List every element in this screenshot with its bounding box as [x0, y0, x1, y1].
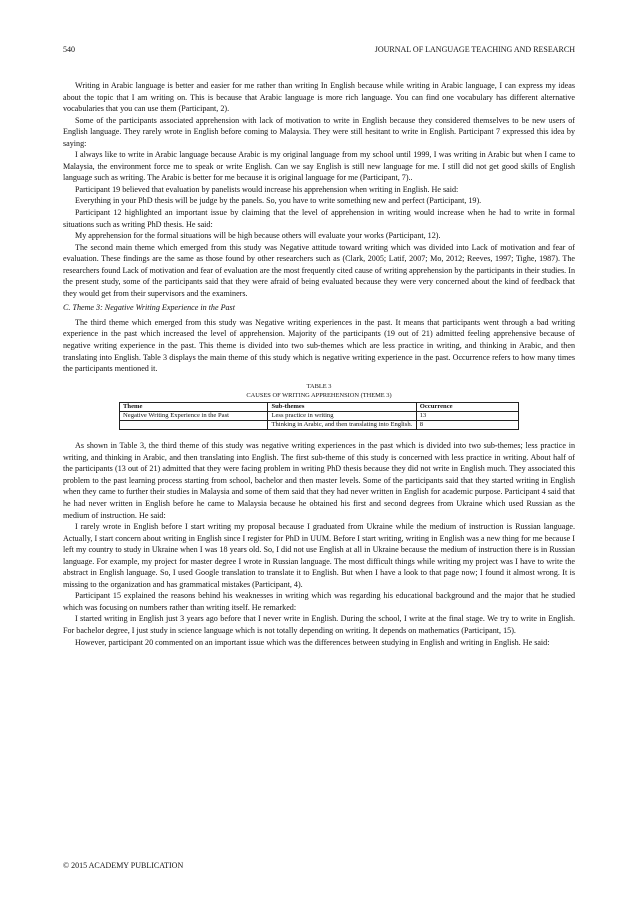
body-paragraph: However, participant 20 commented on an important issue which was the differences between studying in English and writing in English. He said: — [75, 637, 550, 647]
quote-paragraph: Writing in Arabic language is better and easier for me rather than writing In English because while writing in Arabic language, I can express my ideas about the topic that I am writing on. This is because that Arabic language is more rich language. You can find one vocabulary has different alternative vocabularies that you can use them (Participant, 2). — [63, 81, 575, 114]
table-cell: Negative Writing Experience in the Past — [120, 411, 268, 420]
body-paragraph: Participant 19 believed that evaluation by panelists would increase his apprehension when writing in English. He said: — [75, 184, 459, 194]
table-row — [120, 411, 519, 420]
page-header — [63, 44, 575, 56]
body-paragraph: Some of the participants associated apprehension with lack of motivation to write in English because they considered themselves to be new users of English language. They rarely wrote in English before coming to Malaysia. They were still hesitant to write in English. Participant 7 expressed this idea by saying: — [63, 115, 575, 148]
quote-paragraph: My apprehension for the formal situations will be high because others will evaluate your works (Participant, 12). — [75, 231, 441, 241]
body-paragraph: The third theme which emerged from this study was Negative writing experiences in the past. It means that participants went through a bad writing experience in the past which increased the level of apprehension. Majority of the participants (19 out of 21) admitted feeling apprehensive because of negative writing experience in the past. This theme is divided into two sub-themes which are less practice in writing, and thinking in Arabic, and then translating into English. Table 3 displays the main theme of this study which is negative writing experience in the past. Occurrence refers to how many times the participants mentioned it. — [63, 317, 575, 374]
table-header-cell: Sub-themes — [268, 402, 416, 411]
table-3 — [63, 382, 575, 431]
journal-title: JOURNAL OF LANGUAGE TEACHING AND RESEARCH — [374, 45, 575, 54]
table-row — [120, 421, 519, 430]
table-header-cell: Theme — [120, 402, 268, 411]
table-header-cell: Occurrence — [416, 402, 518, 411]
quote-paragraph: I rarely wrote in English before I start writing my proposal because I graduated from Ukraine while the medium of instruction is Russian language. Actually, I start concern about writing in English since I register for PhD in UUM. Before I start writing, writing in English was a new thing for me because I left my country to study in Ukraine when I was 18 years old. So, I did not use English at all in Ukraine because the medium of instruction there is in Russian language. For example, my project for master degree I wrote in Russian language. The most difficult things while writing my project was I have to write the abstract in English language. So, I used Google translation to translate it to English. But when I have a look to that page now; I found it almost wrong. It is missing to the organization and has grammatical mistakes (Participant, 4). — [63, 522, 575, 589]
quote-paragraph: I always like to write in Arabic language because Arabic is my original language from my school until 1999, I was writing in Arabic but when I came to Malaysia, the environment force me to speak or write English. Can we say English is still new language for me. I still did not get good skills of English language such as writing. The Arabic is better for me because it is original language for me (Participant, 7).. — [63, 150, 575, 183]
table-cell: Thinking in Arabic, and then translating into English. — [268, 421, 416, 430]
body-paragraph: The second main theme which emerged from this study was Negative attitude toward writing which was divided into Lack of motivation and fear of evaluation. These findings are the same as those found by other researchers such as (Clark, 2005; Latif, 2007; Mo, 2012; Reeves, 1997; Tighe, 1987). The researchers found Lack of motivation and fear of evaluation are the most frequently cited cause of writing apprehension by the participants in their studies. In the present study, some of the participants said that they were afraid of being evaluated because they were very concerned about the kind of feedback that they would get from their supervisors and the examiners. — [63, 242, 575, 298]
body-paragraph: As shown in Table 3, the third theme of this study was negative writing experiences in the past which is divided into two sub-themes; less practice in writing, and thinking in Arabic, and then translating into English. The first sub-theme of this study is concerned with less practice in writing. About half of the participants (13 out of 21) admitted that they were facing problem in writing PhD thesis because they did not write in English much. They associated this problem to the past learning process starting from school, bachelor and then master levels. Some of the participants said that they started writing in English when they came to further their studies in Malaysia and some of them said that they had never written in English for academic purpose. Participant 4 said that he had never written in English before he came to Malaysia because he obtained his first and second degrees from Ukraine which used Russian as the medium of instruction. He said: — [63, 441, 575, 520]
article-body — [63, 80, 575, 648]
body-paragraph: Participant 12 highlighted an important issue by claiming that the level of apprehension in writing would increase when he had to write in formal situations such as writing PhD thesis. He said: — [63, 208, 575, 229]
table-header-row — [120, 402, 519, 411]
section-heading: C. Theme 3: Negative Writing Experience in the Past — [63, 303, 235, 313]
themes-table — [119, 402, 519, 431]
table-cell: Less practice in writing — [268, 411, 416, 420]
quote-paragraph: I started writing in English just 3 years ago before that I never write in English. During the school, I write at the final stage. We try to write in English. For bachelor degree, I just study in science language which is not totally depending on writing. It depends on mathematics (Participant, 15). — [63, 614, 575, 636]
page-number: 540 — [63, 45, 75, 54]
table-cell — [120, 421, 268, 430]
table-cell: 8 — [416, 421, 518, 430]
table-cell: 13 — [416, 411, 518, 420]
copyright-footer: © 2015 ACADEMY PUBLICATION — [63, 861, 184, 870]
table-title: CAUSES OF WRITING APPREHENSION (THEME 3) — [246, 391, 392, 399]
table-label: TABLE 3 — [306, 382, 332, 390]
body-paragraph: Participant 15 explained the reasons behind his weaknesses in writing which was regarding his educational background and the major that he studied which was focusing on numbers rather than writing itself. He remarked: — [63, 591, 575, 612]
quote-paragraph: Everything in your PhD thesis will be judge by the panels. So, you have to write something new and perfect (Participant, 19). — [75, 196, 482, 206]
